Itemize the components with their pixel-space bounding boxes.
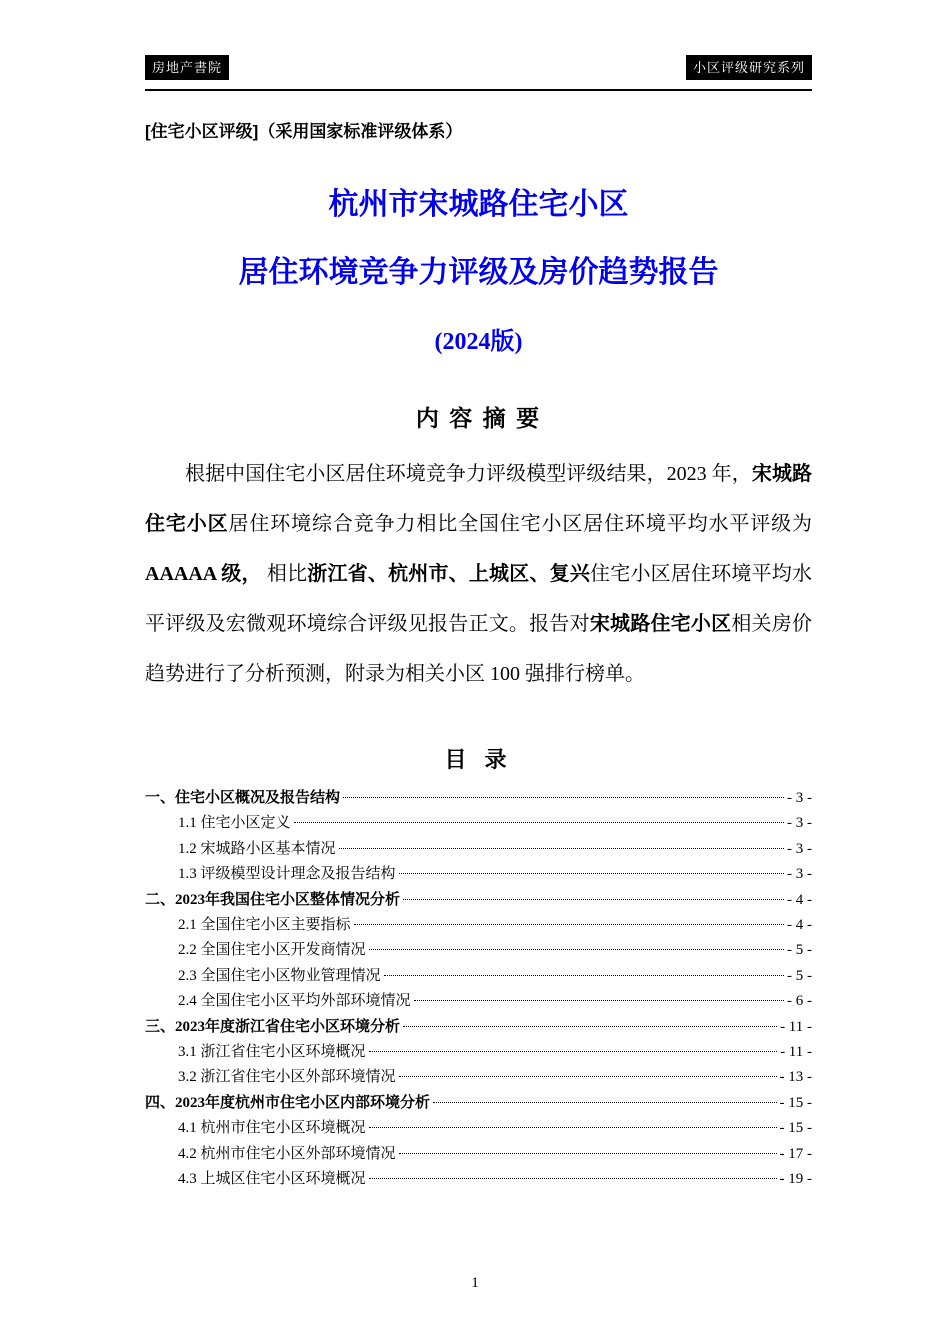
toc-dot-leader [403,899,784,900]
toc-dot-leader [414,1000,784,1001]
toc-entry-label: 4.2 杭州市住宅小区外部环境情况 [178,1145,396,1162]
toc-row[interactable] [145,811,812,836]
report-type-label: [住宅小区评级]（采用国家标准评级体系） [145,122,463,141]
abstract-text-segment: 宋城路住宅小区 [589,613,732,635]
toc-row[interactable] [145,1040,812,1065]
document-header [145,55,812,80]
abstract-text-segment: 相关房价趋势进行了分析预测，附录为相关小区 100 强排行榜单。 [145,613,812,685]
toc-dot-leader [399,1076,777,1077]
abstract-text-segment: 浙江省、杭州市、上城区、复兴 [307,563,591,585]
toc-entry-label: 一、住宅小区概况及报告结构 [145,790,341,806]
toc-page-number: - 15 - [779,1120,812,1137]
abstract-text-segment: 相比 [261,563,308,585]
toc-row[interactable] [145,862,812,887]
toc-heading: 目 录 [444,747,513,772]
toc-entry-label: 3.1 浙江省住宅小区环境概况 [178,1044,366,1061]
report-edition: (2024版) [434,329,523,355]
toc-dot-leader [339,848,784,849]
toc-page-number: - 5 - [787,942,812,959]
publisher-badge: 房地产書院 [145,55,229,80]
toc-row[interactable] [145,989,812,1014]
toc-dot-leader [399,1153,777,1154]
toc-row[interactable] [145,1065,812,1090]
toc-page-number: - 11 - [780,1018,812,1035]
toc-row[interactable] [145,888,812,913]
toc-entry-label: 2.1 全国住宅小区主要指标 [178,917,351,934]
toc-page-number: - 3 - [787,815,812,832]
toc-dot-leader [369,949,784,950]
abstract-heading: 内 容 摘 要 [415,405,542,431]
toc-page-number: - 15 - [779,1094,812,1111]
toc-page-number: - 3 - [787,866,812,883]
toc-dot-leader [384,975,784,976]
toc-page-number: - 17 - [779,1145,812,1162]
toc-dot-leader [294,822,784,823]
toc-entry-label: 2.4 全国住宅小区平均外部环境情况 [178,993,411,1010]
toc-dot-leader [403,1026,777,1027]
abstract-text-segment: 住宅小区居住环境平均水平评级及宏微观环境综合评级见报告正文。报告对 [145,563,813,635]
toc-entry-label: 4.1 杭州市住宅小区环境概况 [178,1120,366,1137]
abstract-text-segment: AAAAA 级， [145,563,262,585]
series-badge: 小区评级研究系列 [686,55,812,80]
toc-dot-leader [369,1178,777,1179]
toc-entry-label: 四、2023年度杭州市住宅小区内部环境分析 [145,1094,431,1111]
toc-row[interactable] [145,837,812,862]
page-number: 1 [471,1275,479,1291]
toc-page-number: - 4 - [787,917,812,934]
toc-page-number: - 3 - [787,840,812,857]
toc-page-number: - 5 - [787,967,812,984]
report-title-line-1: 杭州市宋城路住宅小区 [328,188,629,221]
toc-list [145,786,812,1193]
toc-entry-label: 4.3 上城区住宅小区环境概况 [178,1171,366,1188]
toc-dot-leader [369,1127,777,1128]
toc-page-number: - 4 - [787,891,812,908]
toc-entry-label: 1.3 评级模型设计理念及报告结构 [178,866,396,883]
toc-entry-label: 三、2023年度浙江省住宅小区环境分析 [145,1018,401,1035]
toc-page-number: - 13 - [779,1069,812,1086]
toc-row[interactable] [145,913,812,938]
toc-entry-label: 2.3 全国住宅小区物业管理情况 [178,967,381,984]
toc-entry-label: 二、2023年我国住宅小区整体情况分析 [145,891,401,908]
toc-entry-label: 1.1 住宅小区定义 [178,815,291,832]
toc-row[interactable] [145,1091,812,1116]
abstract-text-segment: 宋城路住宅小区 [145,463,813,535]
toc-row[interactable] [145,1167,812,1192]
toc-dot-leader [369,1051,778,1052]
toc-row[interactable] [145,1116,812,1141]
toc-page-number: - 6 - [787,993,812,1010]
toc-row[interactable] [145,1142,812,1167]
toc-row[interactable] [145,964,812,989]
abstract-text-segment: 居住环境综合竞争力相比全国住宅小区居住环境平均水平评级为 [228,513,813,535]
toc-entry-label: 1.2 宋城路小区基本情况 [178,840,336,857]
abstract-text-segment: 根据中国住宅小区居住环境竞争力评级模型评级结果，2023 年， [185,463,752,485]
toc-page-number: - 3 - [787,790,812,806]
toc-row[interactable] [145,1015,812,1040]
toc-entry-label: 3.2 浙江省住宅小区外部环境情况 [178,1069,396,1086]
toc-row[interactable] [145,786,812,811]
toc-dot-leader [433,1102,776,1103]
toc-page-number: - 19 - [779,1171,812,1188]
header-divider [145,89,812,91]
report-title-line-2: 居住环境竞争力评级及房价趋势报告 [238,256,719,289]
toc-dot-leader [343,797,784,798]
toc-page-number: - 11 - [780,1044,812,1061]
toc-row[interactable] [145,938,812,963]
abstract-paragraph [145,449,812,699]
toc-entry-label: 2.2 全国住宅小区开发商情况 [178,942,366,959]
title-block [145,188,812,356]
toc-dot-leader [354,924,784,925]
toc-dot-leader [399,873,784,874]
